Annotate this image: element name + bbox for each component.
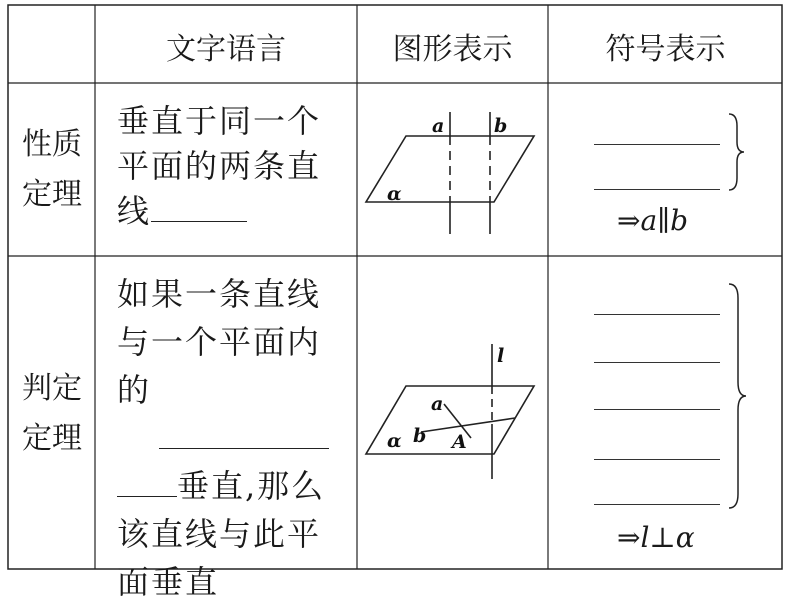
row2-text-line3-wrap <box>117 366 355 462</box>
row2-symbol-blank-2 <box>594 362 720 363</box>
header-text-language: 文字语言 <box>166 32 286 67</box>
row2-right-brace <box>725 282 749 510</box>
line-a-label: a <box>432 115 445 137</box>
line-l-label: l <box>497 345 505 367</box>
perpendicular-line-figure <box>359 334 547 494</box>
row2-text-line2: 与一个平面内 <box>117 323 322 361</box>
plane-alpha-label: α <box>387 430 402 452</box>
row1-label-line2: 定理 <box>22 177 82 212</box>
row2-symbol-blank-4 <box>594 459 720 460</box>
point-A-label: A <box>452 431 467 453</box>
line-b-label: b <box>413 425 427 447</box>
row1-symbol-blank-2 <box>594 189 720 190</box>
parallel-lines-figure <box>359 84 547 254</box>
row2-text-line4: 垂直,那么 <box>177 467 326 505</box>
row2-text-line6: 面垂直 <box>117 563 220 601</box>
row1-conclusion: ⇒a∥b <box>617 204 689 237</box>
row2-conclusion: ⇒l⊥α <box>617 521 695 554</box>
row2-text-line4-wrap <box>117 462 355 510</box>
row2-label-line2: 定理 <box>22 421 82 456</box>
row2-symbol-blank-1 <box>594 314 720 315</box>
theorem-table <box>7 4 783 601</box>
row1-text-line2: 平面的两条直 <box>117 147 322 185</box>
row1-symbol-blank-1 <box>594 144 720 145</box>
row2-text-line1: 如果一条直线 <box>117 275 322 313</box>
line-a-label: a <box>431 393 444 415</box>
row1-right-brace <box>725 112 747 192</box>
row2-label-line1: 判定 <box>22 371 82 406</box>
row1-answer-blank <box>151 191 247 222</box>
row1-text-line1: 垂直于同一个 <box>117 102 322 140</box>
row1-text-line3-wrap <box>117 189 352 234</box>
row1-label <box>9 120 95 220</box>
plane-alpha-label: α <box>387 183 402 205</box>
header-symbol: 符号表示 <box>605 32 726 67</box>
line-b-label: b <box>494 115 508 137</box>
row2-symbol-blank-5 <box>594 504 720 505</box>
row2-text-line5: 该直线与此平 <box>117 515 322 553</box>
row2-answer-blank-1 <box>159 418 329 449</box>
row2-label <box>9 364 95 464</box>
header-figure: 图形表示 <box>392 32 513 67</box>
row1-label-line1: 性质 <box>22 127 82 162</box>
row2-text <box>117 270 355 606</box>
row2-symbol-blank-3 <box>594 409 720 410</box>
row1-text-line3: 线 <box>117 192 152 230</box>
row2-answer-blank-2 <box>117 466 177 497</box>
row1-text <box>117 99 352 234</box>
row2-text-line3: 的 <box>117 371 152 409</box>
